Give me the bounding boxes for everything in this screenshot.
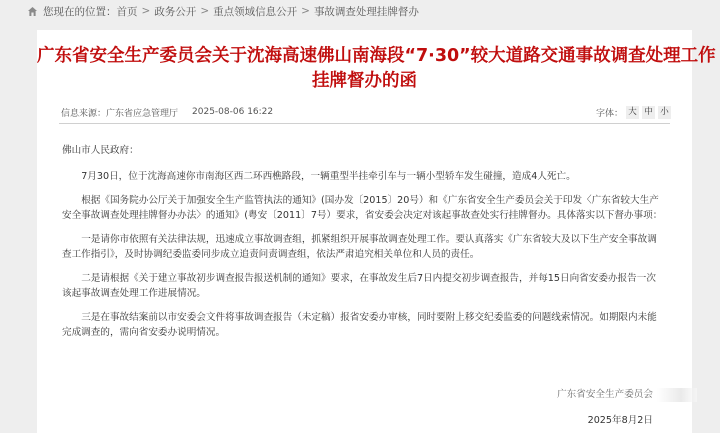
article-body bbox=[62, 143, 663, 349]
meta-divider bbox=[59, 123, 670, 124]
signature-block bbox=[557, 386, 653, 426]
breadcrumb bbox=[0, 0, 720, 22]
article-title-line2: 挂牌督办的函 bbox=[312, 71, 417, 91]
paragraph-4: 二是请根据《关于建立事故初步调查报告报送机制的通知》要求，在事故发生后7日内提交初步调查报告，并每15日向省安委办报告一次该起事故调查处理工作进展情况。 bbox=[62, 273, 656, 299]
breadcrumb-prefix: 您现在的位置： bbox=[43, 5, 117, 18]
breadcrumb-current[interactable]: 事故调查处理挂牌督办 bbox=[313, 5, 419, 18]
signature-org: 广东省安全生产委员会 bbox=[557, 389, 653, 400]
watermark bbox=[657, 388, 697, 402]
font-medium-button[interactable]: 中 bbox=[642, 106, 655, 119]
font-small-button[interactable]: 小 bbox=[658, 106, 671, 119]
font-size-label: 字体： bbox=[595, 108, 623, 119]
paragraph-1: 7月30日，位于沈海高速你市南海区西二环西樵路段，一辆重型半挂牵引车与一辆小型轿车发生碰撞，造成4人死亡。 bbox=[81, 171, 576, 182]
breadcrumb-home[interactable]: 首页 bbox=[116, 5, 138, 18]
breadcrumb-separator: > bbox=[141, 5, 151, 17]
breadcrumb-separator: > bbox=[200, 5, 210, 17]
paragraph-2: 根据《国务院办公厅关于加强安全生产监管执法的通知》(国办发〔2015〕20号）和《广东省安全生产委员会关于印发〈广东省较大生产安全事故调查处理挂牌督办办法〉的通知》(粤安〔2011〕7号）要求，省安委会决定对该起事故查处实行挂牌督办。具体落实以下督办事项： bbox=[62, 195, 663, 221]
article-title bbox=[37, 44, 716, 94]
salutation: 佛山市人民政府： bbox=[62, 145, 139, 156]
source-value: 广东省应急管理厅 bbox=[106, 108, 179, 119]
publish-date: 2025-08-06 16:22 bbox=[192, 107, 274, 117]
home-icon bbox=[27, 6, 38, 17]
breadcrumb-key-areas[interactable]: 重点领域信息公开 bbox=[213, 5, 298, 18]
article-title-line1: 广东省安全生产委员会关于沈海高速佛山南海段“7·30”较大道路交通事故调查处理工作 bbox=[37, 46, 716, 66]
font-large-button[interactable]: 大 bbox=[626, 106, 639, 119]
paragraph-3: 一是请你市依照有关法律法规，迅速成立事故调查组，抓紧组织开展事故调查处理工作。要认真落实《广东省较大及以下生产安全事故调查工作指引》，及时协调纪委监委同步成立追责问责调查组，依法严肃追究相关单位和人员的责任。 bbox=[62, 234, 657, 260]
source-label: 信息来源： bbox=[61, 108, 107, 119]
signature-date: 2025年8月2日 bbox=[587, 415, 653, 426]
article-card bbox=[37, 30, 716, 433]
font-size-control bbox=[596, 106, 671, 119]
breadcrumb-separator: > bbox=[301, 5, 310, 17]
breadcrumb-gov-affairs[interactable]: 政务公开 bbox=[154, 5, 197, 18]
paragraph-5: 三是在事故结案前以市安委会文件将事故调查报告（未定稿）报省安委办审核，同时要附上移交纪委监委的问题线索情况。如期限内未能完成调查的，需向省安委办说明情况。 bbox=[62, 312, 657, 338]
article-meta bbox=[61, 103, 671, 121]
